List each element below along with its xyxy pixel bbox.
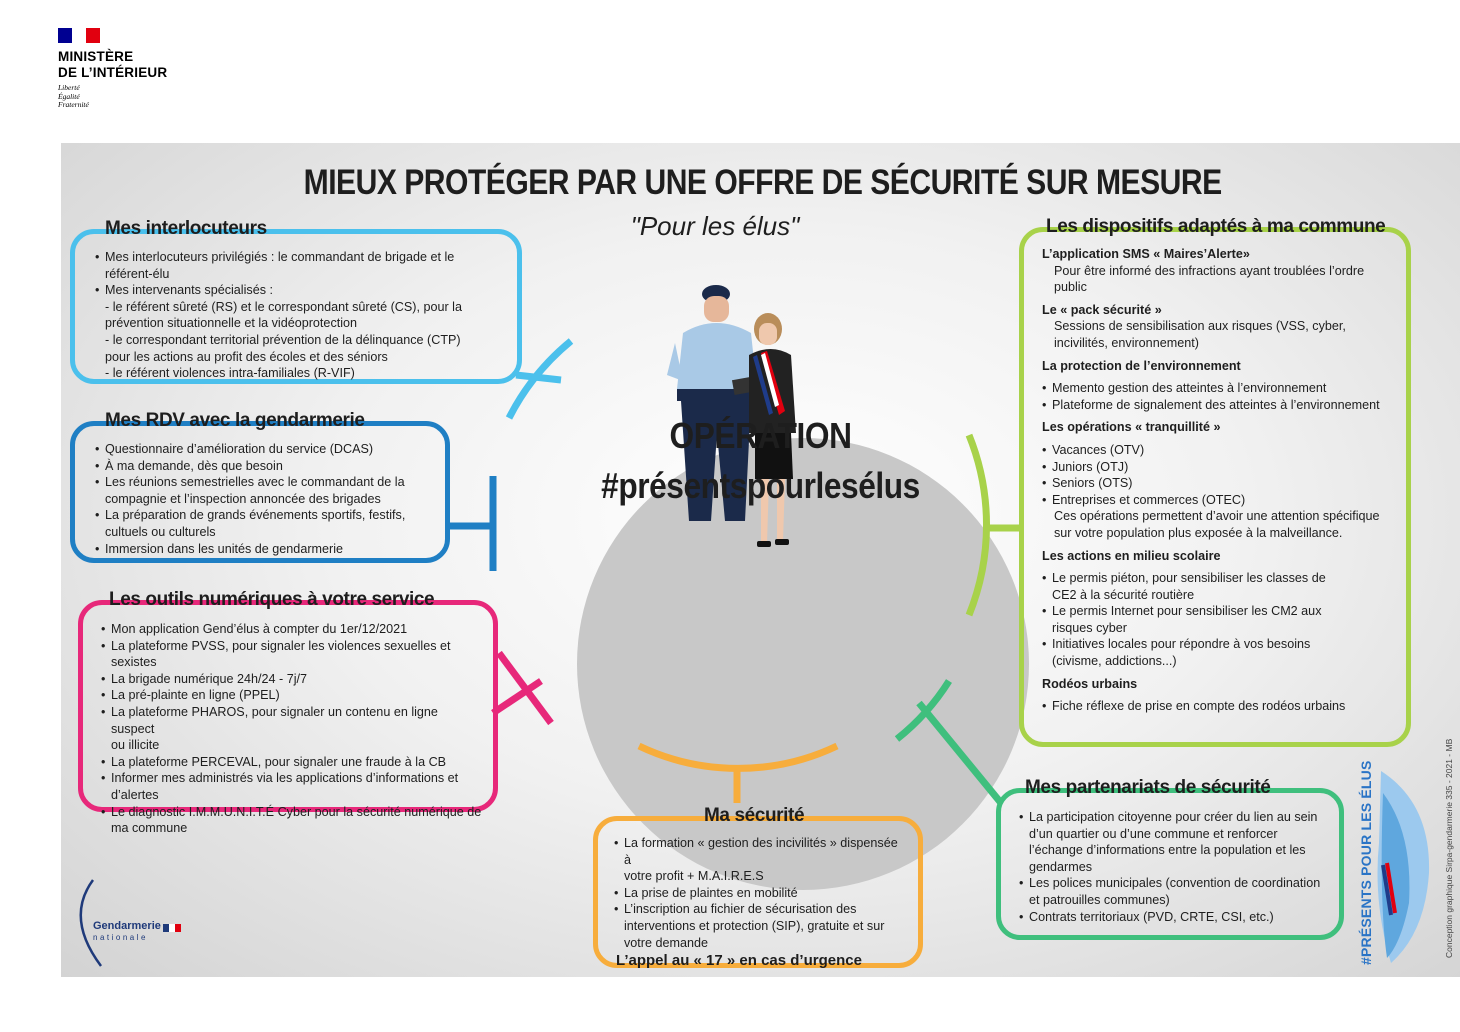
list-item: ou illicite bbox=[111, 738, 160, 753]
box-dispositifs-title: Les dispositifs adaptés à ma commune bbox=[1046, 216, 1386, 237]
tranquillite-text-2: sur votre population plus exposée à la malveillance. bbox=[1054, 525, 1343, 540]
list-item: • Le permis piéton, pour sensibiliser les classes de bbox=[1042, 570, 1398, 587]
list-item: prévention situationnelle et la vidéoprotection bbox=[105, 316, 358, 331]
list-item: • Questionnaire d’amélioration du service (DCAS) bbox=[95, 441, 431, 458]
list-item: d’alertes bbox=[111, 787, 159, 802]
operation-hashtag: #présentspourlesélus bbox=[601, 465, 920, 506]
box-securite-title: Ma sécurité bbox=[704, 805, 805, 826]
infographic-panel bbox=[61, 143, 1460, 977]
list-item: • Memento gestion des atteintes à l’environnement bbox=[1042, 380, 1398, 397]
subtitle: "Pour les élus" bbox=[630, 211, 800, 241]
sms-alert-heading: L’application SMS « Maires’Alerte» bbox=[1042, 247, 1250, 261]
scolaire-heading: Les actions en milieu scolaire bbox=[1042, 548, 1221, 563]
list-item: votre profit + M.A.I.R.E.S bbox=[624, 869, 764, 884]
list-item: compagnie et l’inspection annoncée des brigades bbox=[105, 491, 381, 506]
list-item: et patrouilles communes) bbox=[1029, 892, 1170, 907]
tranquillite-heading: Les opérations « tranquillité » bbox=[1042, 420, 1221, 435]
feather-emblem-icon bbox=[61, 143, 1460, 977]
list-item: d’un quartier ou d’une commune et renforcer bbox=[1029, 826, 1278, 841]
list-item: pour les actions au profit des écoles et des séniors bbox=[105, 349, 388, 364]
list-item: risques cyber bbox=[1052, 620, 1127, 635]
list-item: gendarmes bbox=[1029, 859, 1093, 874]
list-item: • La brigade numérique 24h/24 - 7j/7 bbox=[101, 671, 483, 688]
ministry-logo bbox=[58, 28, 198, 110]
list-item: • La plateforme PERCEVAL, pour signaler une fraude à la CB bbox=[101, 754, 483, 771]
list-item: • Juniors (OTJ) bbox=[1042, 459, 1398, 476]
list-item: • Le diagnostic I.M.M.U.N.I.T.É Cyber pour la sécurité numérique de bbox=[101, 804, 483, 821]
pack-securite-text-2: incivilités, environnement) bbox=[1054, 335, 1199, 350]
list-item: • Mes interlocuteurs privilégiés : le commandant de brigade et le bbox=[95, 249, 503, 266]
box-rdv-title: Mes RDV avec la gendarmerie bbox=[105, 410, 365, 431]
operation-title: OPÉRATION bbox=[669, 415, 852, 456]
list-item: • La formation « gestion des incivilités » dispensée à bbox=[614, 835, 908, 868]
list-item: • L’inscription au fichier de sécurisation des bbox=[614, 901, 908, 918]
french-flag-icon bbox=[58, 28, 100, 43]
list-item: cultuels ou culturels bbox=[105, 524, 216, 539]
environnement-heading: La protection de l’environnement bbox=[1042, 358, 1241, 373]
list-item: - le correspondant territorial prévention de la délinquance (CTP) bbox=[105, 332, 461, 347]
list-item: • À ma demande, dès que besoin bbox=[95, 458, 431, 475]
list-item: CE2 à la sécurité routière bbox=[1052, 587, 1195, 602]
list-item: • La plateforme PHAROS, pour signaler un contenu en ligne suspect bbox=[101, 704, 483, 737]
vertical-hashtag: #PRÉSENTS POUR LES ÉLUS bbox=[1358, 760, 1374, 965]
rodeos-heading: Rodéos urbains bbox=[1042, 676, 1138, 691]
list-item: référent-élu bbox=[105, 266, 170, 281]
ministry-name bbox=[58, 49, 198, 81]
emergency-call: L’appel au « 17 » en cas d’urgence bbox=[616, 952, 862, 970]
list-item: • La prise de plaintes en mobilité bbox=[614, 885, 908, 902]
pack-securite-text-1: Sessions de sensibilisation aux risques (VSS, cyber, bbox=[1054, 319, 1346, 334]
list-item: interventions et protection (SIP), gratuite et sur bbox=[624, 918, 885, 933]
motto-egalite: Égalité bbox=[58, 91, 80, 101]
list-item: • Immersion dans les unités de gendarmerie bbox=[95, 541, 431, 558]
list-item: • Contrats territoriaux (PVD, CRTE, CSI, etc.) bbox=[1019, 909, 1329, 926]
ministry-motto bbox=[58, 84, 198, 110]
motto-fraternite: Fraternité bbox=[58, 100, 89, 109]
list-item: • Mes intervenants spécialisés : bbox=[95, 282, 503, 299]
list-item: • Initiatives locales pour répondre à vos besoins bbox=[1042, 636, 1398, 653]
gendarmerie-sub: nationale bbox=[93, 933, 148, 942]
box-outils-title: Les outils numériques à votre service bbox=[109, 589, 435, 610]
box-interlocuteurs-title: Mes interlocuteurs bbox=[105, 218, 267, 239]
list-item: votre demande bbox=[624, 935, 709, 950]
motto-liberte: Liberté bbox=[58, 83, 80, 92]
list-item: - le référent sûreté (RS) et le correspondant sûreté (CS), pour la bbox=[105, 299, 462, 314]
list-item: • La participation citoyenne pour créer du lien au sein bbox=[1019, 809, 1329, 826]
list-item: - le référent violences intra-familiales (R-VIF) bbox=[105, 366, 355, 381]
pack-securite-heading: Le « pack sécurité » bbox=[1042, 302, 1162, 317]
list-item: • Les réunions semestrielles avec le commandant de la bbox=[95, 474, 431, 491]
list-item: (civisme, addictions...) bbox=[1052, 654, 1177, 669]
list-item: • Le permis Internet pour sensibiliser les CM2 aux bbox=[1042, 603, 1398, 620]
list-item: ma commune bbox=[111, 821, 188, 836]
list-item: • Plateforme de signalement des atteintes à l’environnement bbox=[1042, 397, 1398, 414]
main-title: MIEUX PROTÉGER PAR UNE OFFRE DE SÉCURITÉ SUR MESURE bbox=[303, 163, 1222, 202]
gendarmerie-name: Gendarmerie bbox=[93, 920, 161, 932]
list-item: • La pré-plainte en ligne (PPEL) bbox=[101, 687, 483, 704]
list-item: • Informer mes administrés via les applications d’informations et bbox=[101, 770, 483, 787]
list-item: • Seniors (OTS) bbox=[1042, 475, 1398, 492]
list-item: • Mon application Gend’élus à compter du 1er/12/2021 bbox=[101, 621, 483, 638]
sms-alert-text-1: Pour être informé des infractions ayant troublées l’ordre bbox=[1054, 263, 1365, 278]
box-partenariats-title: Mes partenariats de sécurité bbox=[1025, 777, 1271, 798]
list-item: l’échange d’informations entre la population et les bbox=[1029, 843, 1306, 858]
list-item: • Fiche réflexe de prise en compte des rodéos urbains bbox=[1042, 698, 1398, 715]
list-item: • La plateforme PVSS, pour signaler les violences sexuelles et sexistes bbox=[101, 638, 483, 671]
sms-alert-text-2: public bbox=[1054, 280, 1087, 295]
ministry-name-line1: MINISTÈRE bbox=[58, 49, 134, 64]
tranquillite-text-1: Ces opérations permettent d’avoir une attention spécifique bbox=[1054, 509, 1380, 524]
list-item: • Les polices municipales (convention de coordination bbox=[1019, 875, 1329, 892]
list-item: • Entreprises et commerces (OTEC) bbox=[1042, 492, 1398, 509]
design-credit: Conception graphique Sirpa-gendarmerie 335 - 2021 - MB bbox=[1444, 738, 1454, 958]
list-item: • La préparation de grands événements sportifs, festifs, bbox=[95, 507, 431, 524]
ministry-name-line2: DE L’INTÉRIEUR bbox=[58, 65, 168, 80]
list-item: • Vacances (OTV) bbox=[1042, 442, 1398, 459]
